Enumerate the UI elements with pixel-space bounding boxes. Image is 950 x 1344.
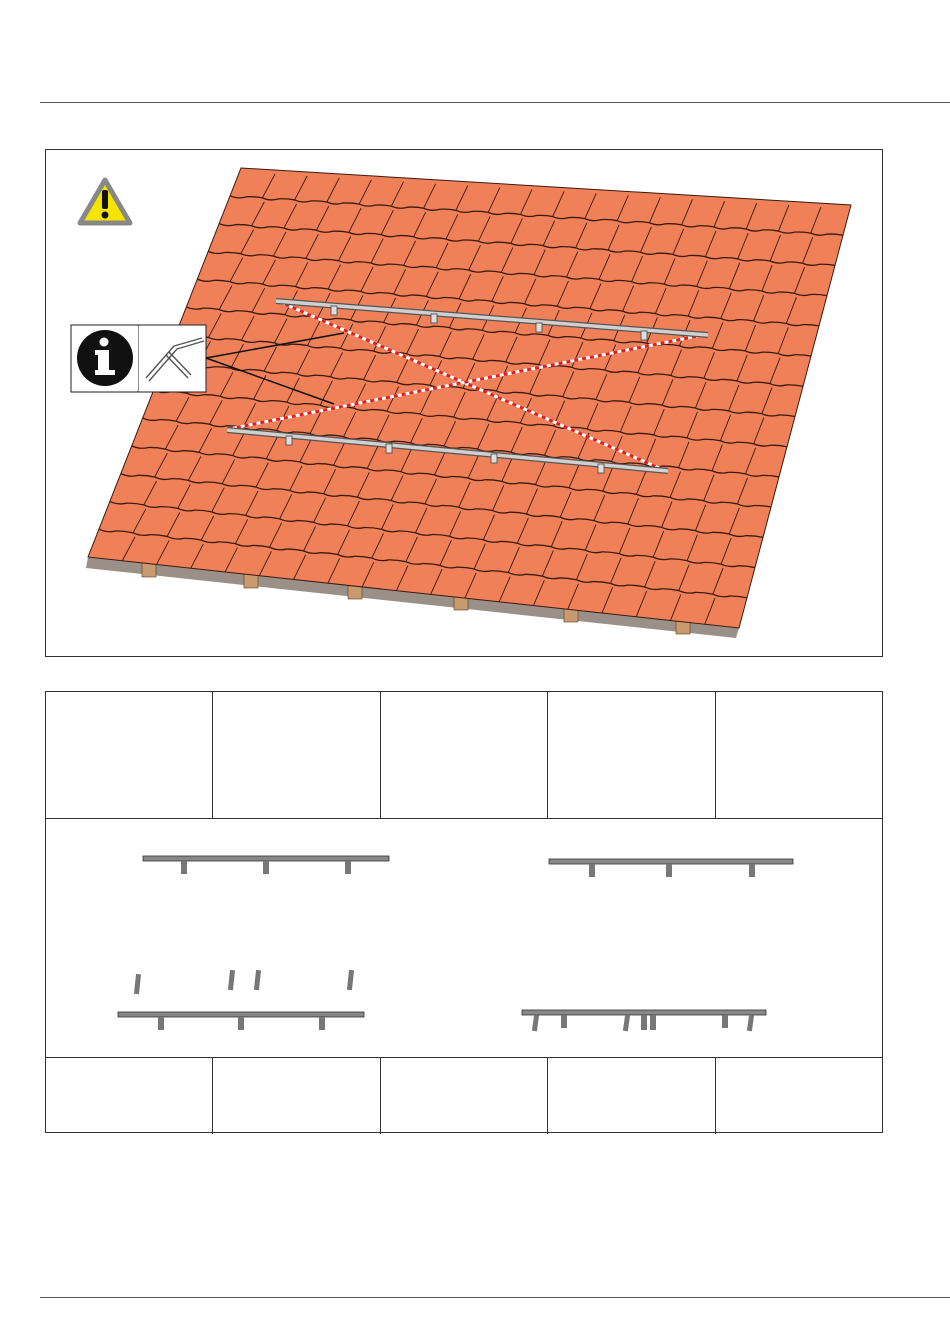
parts-table-header-row xyxy=(46,692,882,819)
rail-with-hooks-1 xyxy=(143,856,389,874)
rail-with-hooks-2 xyxy=(549,859,793,877)
header-cell xyxy=(716,692,882,818)
header-cell xyxy=(548,692,715,818)
header-cell xyxy=(213,692,380,818)
footer-divider xyxy=(40,1297,950,1298)
warning-triangle-icon xyxy=(80,180,130,223)
header-cell xyxy=(381,692,548,818)
footer-cell xyxy=(213,1058,380,1134)
rail-drawings xyxy=(46,819,882,1057)
header-divider xyxy=(40,102,950,103)
parts-table xyxy=(45,691,883,1133)
rail-assembly-illustrations xyxy=(46,819,882,1057)
parts-table-footer-row xyxy=(46,1057,882,1134)
roof-illustration xyxy=(46,150,883,657)
footer-cell xyxy=(716,1058,882,1134)
header-cell xyxy=(46,692,213,818)
rail-with-bolts-3 xyxy=(118,970,364,1030)
rail-with-bolts-4 xyxy=(522,1010,766,1031)
footer-cell xyxy=(548,1058,715,1134)
footer-cell xyxy=(381,1058,548,1134)
roof-tiles xyxy=(88,168,851,628)
installation-figure xyxy=(45,149,883,657)
info-icon xyxy=(72,326,138,391)
footer-cell xyxy=(46,1058,213,1134)
